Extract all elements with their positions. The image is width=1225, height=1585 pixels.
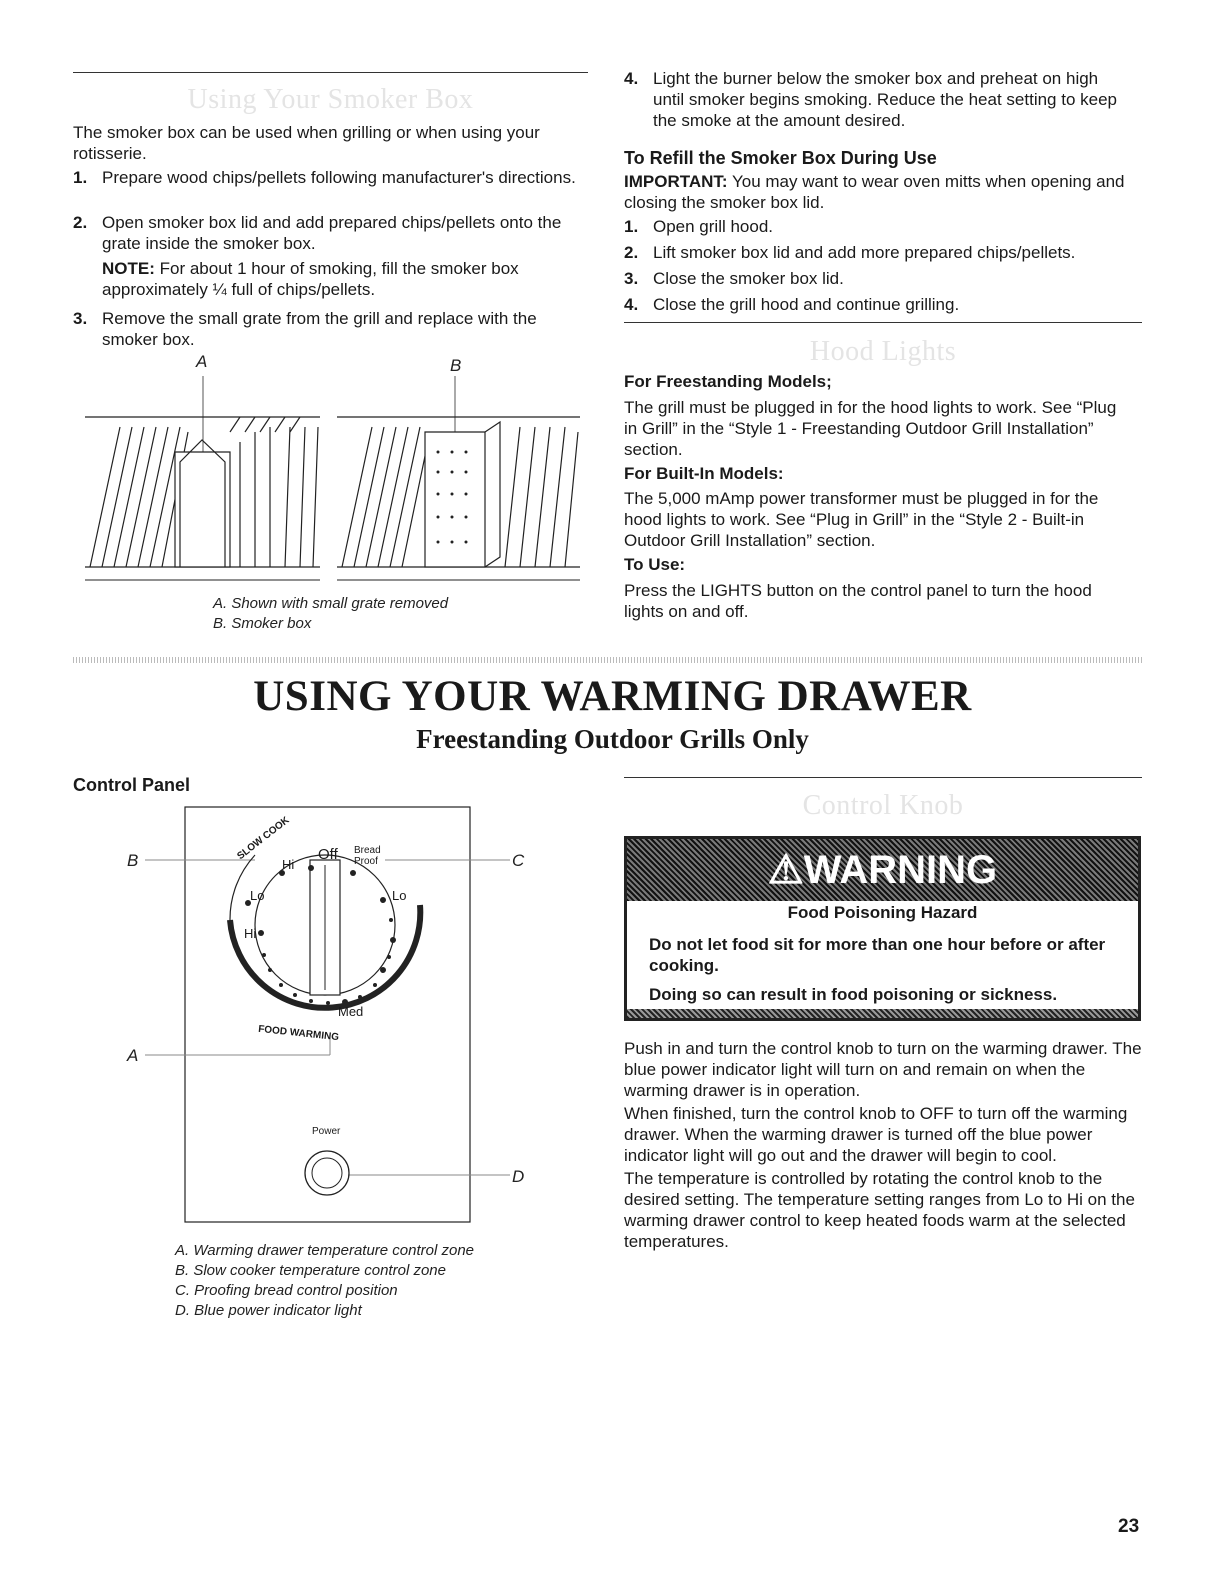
- section-title-smoker-box: Using Your Smoker Box: [187, 84, 474, 115]
- freestanding-text: The grill must be plugged in for the hood lights to work. See “Plug in Grill” in the “Style 1 - Freestanding Outdoor Grill Installation” section.: [624, 398, 1117, 459]
- important-text: You may want to wear oven mitts when opening and closing the smoker box lid.: [624, 172, 1125, 212]
- knob-paragraph-3: The temperature is controlled by rotating the control knob to the desired setting. The temperature setting ranges from Lo to Hi on the warming drawer control to keep heated foods warm at the selected temperatures.: [624, 1169, 1135, 1251]
- grill-grate-right: [337, 417, 580, 567]
- callout-b: B: [127, 851, 139, 870]
- smoker-step-4: [624, 68, 1134, 132]
- step-text: Open smoker box lid and add prepared chips/pellets onto the grate inside the smoker box.: [102, 213, 562, 253]
- warning-footer-band: [627, 1009, 1138, 1018]
- touse-text: Press the LIGHTS button on the control panel to turn the hood lights on and off.: [624, 581, 1092, 621]
- smoker-step-2: [73, 212, 588, 254]
- refill-important: [624, 171, 1129, 213]
- callout-c: C: [512, 851, 525, 870]
- page-number: 23: [1118, 1516, 1140, 1537]
- step-number: 3.: [73, 309, 88, 328]
- builtin-heading: For Built-In Models:: [624, 464, 784, 483]
- step-text: Prepare wood chips/pellets following manufacturer's directions.: [102, 168, 576, 187]
- power-label: Power: [312, 1126, 341, 1137]
- figure-caption-b: B. Smoker box: [213, 615, 312, 632]
- page-main-subheading: Freestanding Outdoor Grills Only: [416, 724, 809, 754]
- smoker-step-3: [73, 308, 588, 350]
- step-text: Remove the small grate from the grill and replace with the smoker box.: [102, 309, 537, 349]
- section-rule: [624, 777, 1142, 778]
- note-label: NOTE:: [102, 259, 155, 278]
- warning-line-2: Doing so can result in food poisoning or sickness.: [649, 985, 1058, 1004]
- control-panel-illustration: [135, 805, 520, 1230]
- builtin-text: The 5,000 mAmp power transformer must be plugged in for the hood lights to work. See “Plug in Grill” in the “Style 2 - Built-in Outdoor Grill Installation” section.: [624, 489, 1099, 550]
- control-caption-a: A. Warming drawer temperature control zone: [175, 1242, 475, 1259]
- control-caption-b: B. Slow cooker temperature control zone: [175, 1262, 446, 1279]
- section-title-control-knob: Control Knob: [802, 790, 964, 821]
- page-main-heading: USING YOUR WARMING DRAWER: [253, 673, 972, 720]
- figure-caption-a: A. Shown with small grate removed: [213, 595, 449, 612]
- step-number: 3.: [624, 269, 639, 288]
- dial-lo-left-label: Lo: [250, 888, 265, 903]
- figure-label-a: A: [196, 352, 208, 371]
- warning-header-text: WARNING: [803, 848, 998, 892]
- dial-slow-cook-label: SLOW COOK: [235, 814, 292, 863]
- step-number: 1.: [624, 217, 639, 236]
- section-divider: [73, 657, 1143, 663]
- warning-hazard: Food Poisoning Hazard: [787, 903, 978, 922]
- step-number: 1.: [73, 168, 88, 187]
- control-caption-c: C. Proofing bread control position: [175, 1282, 398, 1299]
- step-number: 4.: [624, 69, 639, 88]
- refill-heading: To Refill the Smoker Box During Use: [624, 148, 937, 168]
- dial-lo-right-label: Lo: [392, 888, 407, 903]
- smoker-box-illustration: [80, 372, 585, 587]
- section-title-hood-lights: Hood Lights: [809, 336, 957, 367]
- callout-a: A: [127, 1046, 139, 1065]
- step-text: Lift smoker box lid and add more prepared chips/pellets.: [653, 243, 1076, 262]
- dial-med-label: Med: [338, 1004, 364, 1019]
- step-text: Close the grill hood and continue grilling.: [653, 295, 960, 314]
- warning-line-1: Do not let food sit for more than one hour before or after cooking.: [649, 935, 1106, 975]
- dial-hi-left-label: Hi: [244, 926, 257, 941]
- touse-heading: To Use:: [624, 555, 686, 574]
- knob-paragraph-2: When finished, turn the control knob to OFF to turn off the warming drawer. When the warming drawer is turned off the blue power indicator light will go out and the drawer will begin to cool.: [624, 1104, 1128, 1165]
- section-rule: [624, 322, 1142, 323]
- refill-step-1: [624, 216, 1134, 237]
- smoker-note: [102, 258, 572, 300]
- smoker-intro: The smoker box can be used when grilling or when using your rotisserie.: [73, 123, 540, 163]
- dial-off-label: Off: [318, 846, 338, 863]
- step-number: 2.: [624, 243, 639, 262]
- callout-d: D: [512, 1167, 525, 1186]
- step-number: 2.: [73, 213, 88, 232]
- smoker-step-1: [73, 167, 588, 209]
- important-label: IMPORTANT:: [624, 172, 728, 191]
- warning-header: [627, 839, 1138, 901]
- step-text: Light the burner below the smoker box and preheat on high until smoker begins smoking. Reduce the heat setting to keep the smoke at the amount desired.: [653, 69, 1117, 130]
- warning-icon: ⚠: [767, 848, 804, 892]
- control-panel-heading: Control Panel: [73, 775, 191, 795]
- dial-hi-top-label: Hi: [282, 857, 295, 872]
- section-rule: [73, 72, 588, 73]
- refill-step-2: [624, 242, 1134, 263]
- freestanding-heading: For Freestanding Models;: [624, 372, 832, 391]
- note-text: For about 1 hour of smoking, fill the smoker box approximately ¼ full of chips/pellets.: [102, 259, 519, 299]
- refill-step-3: [624, 268, 1134, 289]
- warning-box: [624, 836, 1141, 1021]
- step-number: 4.: [624, 295, 639, 314]
- knob-paragraph-1: Push in and turn the control knob to turn on the warming drawer. The blue power indicator light will turn on and remain on when the warming drawer is in operation.: [624, 1039, 1142, 1100]
- step-text: Open grill hood.: [653, 217, 774, 236]
- step-text: Close the smoker box lid.: [653, 269, 844, 288]
- control-caption-d: D. Blue power indicator light: [175, 1302, 362, 1319]
- refill-step-4: [624, 294, 1134, 315]
- dial-proof-label: Proof: [354, 856, 378, 867]
- figure-label-b: B: [450, 356, 462, 375]
- dial-food-warming-label: FOOD WARMING: [257, 1023, 340, 1044]
- dial-bread-label: Bread: [354, 845, 381, 856]
